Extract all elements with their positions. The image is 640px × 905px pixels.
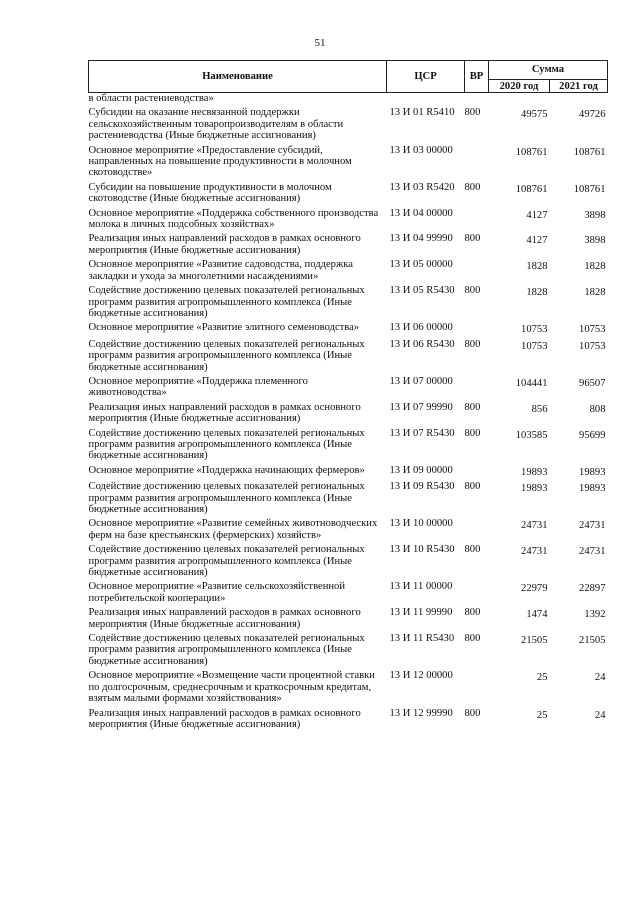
row-sum-2021: 21505: [579, 635, 606, 647]
row-sum-2021-cell: [550, 145, 608, 179]
budget-table: [88, 60, 608, 730]
row-sum-2021-cell: [550, 285, 608, 319]
row-sum-2021-cell: [550, 208, 608, 231]
row-sum-2021-cell: [550, 93, 608, 105]
row-name: Реализация иных направлений расходов в рамках основного мероприятия (Иные бюджетные ассигнования): [88, 607, 361, 630]
table-row: [89, 107, 608, 141]
row-sum-2020-cell: [489, 93, 550, 105]
table-row: [89, 481, 608, 515]
row-sum-2020: 49575: [521, 109, 548, 121]
table-row: [89, 339, 608, 373]
row-sum-2021-cell: [550, 322, 608, 335]
table-body: [89, 93, 608, 731]
row-sum-2021-cell: [550, 581, 608, 604]
row-sum-2020: 103585: [515, 429, 548, 441]
page-number: 51: [314, 37, 326, 49]
row-csr: 13 И 09 00000: [389, 464, 453, 476]
row-sum-2020-cell: [489, 339, 550, 373]
table-row: [89, 428, 608, 462]
row-sum-2020: 10753: [521, 340, 548, 352]
row-name: Содействие достижению целевых показателей региональных программ развития агропромышленного комплекса (Иные бюджетные ассигнования): [88, 338, 365, 373]
table-row: [89, 259, 608, 282]
row-name: Содействие достижению целевых показателей региональных программ развития агропромышленного комплекса (Иные бюджетные ассигнования): [88, 544, 365, 579]
row-sum-2020: 10753: [521, 324, 548, 336]
row-csr: [387, 93, 465, 105]
row-csr: 13 И 01 R5410: [389, 107, 455, 119]
row-sum-2020-cell: [489, 182, 550, 205]
row-csr: 13 И 04 00000: [389, 207, 453, 219]
row-vr: 800: [464, 338, 481, 350]
row-sum-2020-cell: [489, 285, 550, 319]
row-sum-2020: 108761: [515, 146, 548, 158]
row-vr: 800: [464, 285, 481, 297]
row-sum-2020-cell: [489, 145, 550, 179]
row-sum-2021: 49726: [579, 109, 606, 121]
row-name: в области растениеводства»: [88, 93, 214, 104]
row-sum-2021-cell: [550, 544, 608, 578]
row-sum-2020-cell: [489, 670, 550, 704]
row-csr: 13 И 07 00000: [389, 375, 453, 387]
row-vr: 800: [464, 107, 481, 119]
header-sum: Сумма: [489, 61, 608, 80]
table-row: [89, 670, 608, 704]
row-csr: 13 И 10 R5430: [389, 544, 455, 556]
row-sum-2020-cell: [489, 376, 550, 399]
row-sum-2021: 3898: [584, 209, 606, 221]
row-sum-2021: 10753: [579, 324, 606, 336]
row-sum-2021-cell: [550, 708, 608, 731]
row-sum-2020: 1828: [526, 287, 548, 299]
row-sum-2020-cell: [489, 107, 550, 141]
row-sum-2021-cell: [550, 402, 608, 425]
row-name: Реализация иных направлений расходов в рамках основного мероприятия (Иные бюджетные ассигнования): [88, 401, 361, 425]
table-row: [89, 402, 608, 425]
row-csr: 13 И 09 R5430: [389, 481, 455, 493]
row-csr: 13 И 05 00000: [389, 259, 453, 271]
row-sum-2020: 19893: [521, 483, 548, 495]
row-sum-2021: 95699: [579, 429, 606, 441]
row-sum-2021-cell: [550, 259, 608, 282]
row-name: Основное мероприятие «Предоставление субсидий, направленных на повышение продуктивности в молочном скотоводстве»: [88, 144, 352, 179]
table-row: [89, 376, 608, 399]
header-vr: ВР: [465, 61, 489, 93]
row-sum-2021-cell: [550, 107, 608, 141]
row-sum-2021: 1828: [584, 287, 606, 299]
row-vr: [465, 581, 489, 604]
row-vr: [465, 670, 489, 704]
row-vr: 800: [464, 607, 481, 619]
row-vr: [465, 376, 489, 399]
row-sum-2021: 108761: [573, 183, 606, 195]
row-name: Основное мероприятие «Развитие семейных животноводческих ферм на базе крестьянских (фермерских) хозяйств»: [88, 518, 378, 541]
row-sum-2020: 108761: [515, 183, 548, 195]
row-sum-2021-cell: [550, 182, 608, 205]
row-sum-2020: 1828: [526, 261, 548, 273]
table-row: [89, 581, 608, 604]
row-sum-2020-cell: [489, 428, 550, 462]
row-csr: 13 И 03 00000: [389, 144, 453, 156]
row-name: Основное мероприятие «Поддержка начинающих фермеров»: [88, 464, 365, 476]
row-vr: [465, 465, 489, 478]
row-sum-2020: 4127: [526, 235, 548, 247]
row-sum-2021: 108761: [573, 146, 606, 158]
row-csr: 13 И 11 00000: [389, 581, 453, 593]
row-sum-2020-cell: [489, 708, 550, 731]
row-sum-2021: 24731: [579, 520, 606, 532]
row-vr: [465, 322, 489, 335]
row-csr: 13 И 10 00000: [389, 518, 453, 530]
row-vr: 800: [464, 481, 481, 493]
table-row: [89, 182, 608, 205]
row-sum-2021: 96507: [579, 377, 606, 389]
table-header: [89, 61, 608, 93]
row-sum-2021-cell: [550, 339, 608, 373]
row-sum-2020: 19893: [521, 466, 548, 478]
row-sum-2020-cell: [489, 581, 550, 604]
row-sum-2020-cell: [489, 208, 550, 231]
row-csr: 13 И 05 R5430: [389, 285, 455, 297]
row-name: Основное мероприятие «Поддержка племенного животноводства»: [88, 375, 308, 399]
table-row: [89, 93, 608, 105]
row-name: Основное мероприятие «Поддержка собственного производства молока в личных подсобных хозяйствах»: [88, 207, 379, 231]
row-sum-2020-cell: [489, 402, 550, 425]
row-sum-2021-cell: [550, 633, 608, 667]
row-sum-2020-cell: [489, 518, 550, 541]
row-csr: 13 И 12 99990: [389, 707, 453, 719]
row-sum-2021-cell: [550, 607, 608, 630]
header-name: Наименование: [89, 61, 387, 93]
row-sum-2020-cell: [489, 633, 550, 667]
row-vr: [465, 93, 489, 105]
row-sum-2021-cell: [550, 428, 608, 462]
row-vr: [465, 518, 489, 541]
row-vr: 800: [464, 401, 481, 413]
table-row: [89, 285, 608, 319]
row-sum-2020: 22979: [521, 583, 548, 595]
row-name: Основное мероприятие «Развитие элитного семеноводства»: [88, 322, 360, 334]
row-sum-2021: 10753: [579, 340, 606, 352]
row-sum-2020: 25: [536, 672, 548, 684]
row-sum-2021: 24731: [579, 546, 606, 558]
row-sum-2021: 24: [594, 672, 606, 684]
row-name: Содействие достижению целевых показателей региональных программ развития агропромышленного комплекса (Иные бюджетные ассигнования): [88, 427, 365, 462]
row-name: Содействие достижению целевых показателей региональных программ развития агропромышленного комплекса (Иные бюджетные ассигнования): [88, 481, 365, 515]
row-vr: [465, 259, 489, 282]
row-vr: 800: [464, 427, 481, 439]
row-sum-2021: 19893: [579, 483, 606, 495]
row-sum-2021-cell: [550, 465, 608, 478]
row-sum-2020-cell: [489, 259, 550, 282]
row-sum-2020-cell: [489, 322, 550, 335]
row-csr: 13 И 12 00000: [389, 670, 453, 682]
header-year-2021: 2021 год: [550, 80, 608, 93]
table-row: [89, 465, 608, 478]
row-sum-2021: 22897: [579, 583, 606, 595]
row-sum-2021-cell: [550, 376, 608, 399]
row-sum-2020: 24731: [521, 520, 548, 532]
table-row: [89, 607, 608, 630]
row-sum-2021-cell: [550, 233, 608, 256]
table-row: [89, 633, 608, 667]
row-name: Основное мероприятие «Развитие садоводства, поддержка закладки и ухода за многолетними насаждениями»: [88, 259, 353, 282]
row-name: Реализация иных направлений расходов в рамках основного мероприятия (Иные бюджетные ассигнования): [88, 233, 361, 256]
row-csr: 13 И 11 R5430: [389, 633, 455, 645]
row-sum-2020-cell: [489, 544, 550, 578]
row-sum-2020: 21505: [521, 635, 548, 647]
row-vr: 800: [464, 707, 481, 719]
row-sum-2021-cell: [550, 670, 608, 704]
header-year-2020: 2020 год: [489, 80, 550, 93]
row-csr: 13 И 04 99990: [389, 233, 453, 245]
table-row: [89, 322, 608, 335]
row-sum-2021-cell: [550, 518, 608, 541]
table-row: [89, 708, 608, 731]
row-sum-2020-cell: [489, 233, 550, 256]
row-vr: 800: [464, 544, 481, 556]
row-sum-2020: 104441: [515, 377, 548, 389]
row-sum-2021-cell: [550, 481, 608, 515]
row-name: Содействие достижению целевых показателей региональных программ развития агропромышленного комплекса (Иные бюджетные ассигнования): [88, 633, 365, 667]
table-row: [89, 233, 608, 256]
table-row: [89, 544, 608, 578]
row-sum-2020: 25: [536, 709, 548, 721]
row-sum-2020: 856: [531, 403, 548, 415]
row-sum-2020: 1474: [526, 609, 548, 621]
row-sum-2021: 1392: [584, 609, 606, 621]
row-csr: 13 И 07 R5430: [389, 427, 455, 439]
row-vr: [465, 208, 489, 231]
row-vr: 800: [464, 633, 481, 645]
row-sum-2020-cell: [489, 607, 550, 630]
row-name: Субсидии на повышение продуктивности в молочном скотоводстве (Иные бюджетные ассигнования): [88, 181, 332, 205]
row-sum-2021: 808: [589, 403, 606, 415]
row-sum-2020-cell: [489, 465, 550, 478]
row-name: Субсидии на оказание несвязанной поддержки сельскохозяйственным товаропроизводителям в области растениеводства (Иные бюджетные ассигнования): [88, 107, 344, 142]
row-name: Содействие достижению целевых показателей региональных программ развития агропромышленного комплекса (Иные бюджетные ассигнования): [88, 285, 365, 319]
row-csr: 13 И 06 00000: [389, 322, 453, 334]
row-name: Основное мероприятие «Развитие сельскохозяйственной потребительской кооперации»: [88, 581, 346, 604]
row-vr: 800: [464, 181, 481, 193]
row-sum-2021: 3898: [584, 235, 606, 247]
row-vr: 800: [464, 233, 481, 245]
row-csr: 13 И 11 99990: [389, 607, 453, 619]
row-csr: 13 И 06 R5430: [389, 338, 455, 350]
row-sum-2021: 1828: [584, 261, 606, 273]
row-name: Основное мероприятие «Возмещение части процентной ставки по долгосрочным, среднесрочным и краткосрочным кредитам, взятым малыми формами хозяйствования»: [88, 670, 375, 705]
table-row: [89, 145, 608, 179]
row-vr: [465, 145, 489, 179]
header-csr: ЦСР: [387, 61, 465, 93]
row-sum-2021: 24: [594, 709, 606, 721]
row-csr: 13 И 07 99990: [389, 401, 453, 413]
row-csr: 13 И 03 R5420: [389, 181, 455, 193]
row-sum-2020-cell: [489, 481, 550, 515]
row-sum-2021: 19893: [579, 466, 606, 478]
row-name: Реализация иных направлений расходов в рамках основного мероприятия (Иные бюджетные ассигнования): [88, 707, 361, 730]
table-row: [89, 518, 608, 541]
table-row: [89, 208, 608, 231]
row-sum-2020: 4127: [526, 209, 548, 221]
row-sum-2020: 24731: [521, 546, 548, 558]
